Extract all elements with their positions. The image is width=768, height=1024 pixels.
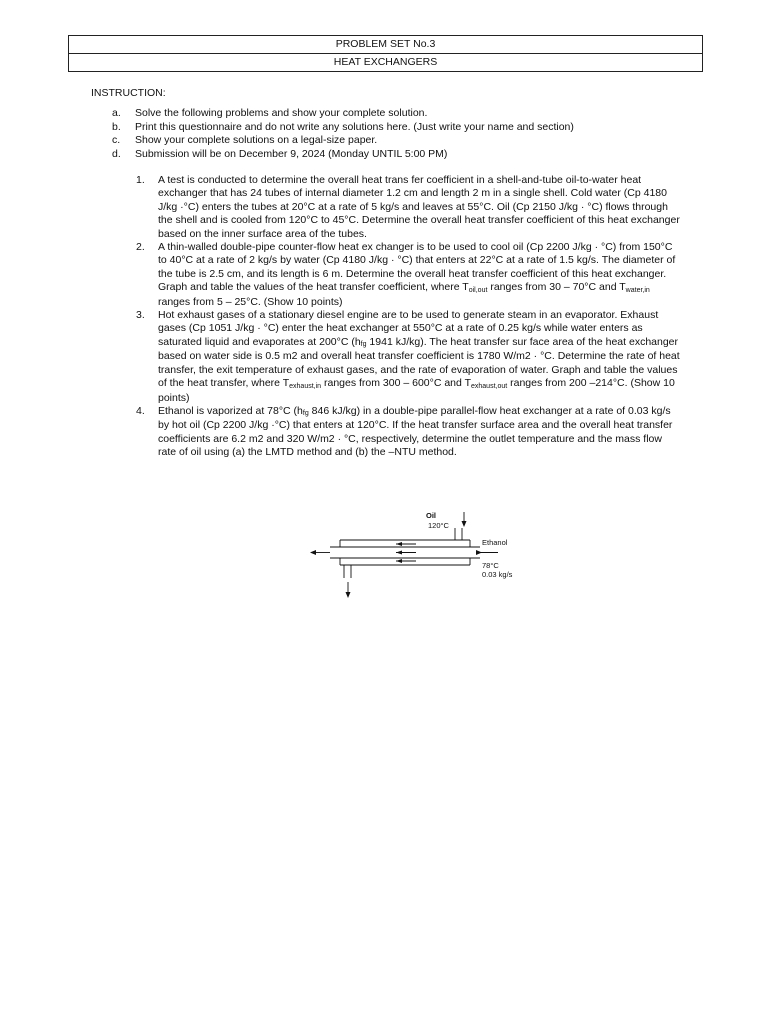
list-item (112, 148, 672, 162)
list-marker: b. (112, 120, 121, 133)
list-marker: d. (112, 147, 121, 160)
problem-2 (136, 241, 681, 309)
oil-label: Oil (426, 511, 437, 520)
page-title: PROBLEM SET No.3 (335, 38, 436, 50)
list-item (112, 121, 672, 135)
problem-number: 1. (136, 174, 145, 186)
instruction-text: Print this questionnaire and do not write any solutions here. (Just write your name and section) (135, 120, 574, 133)
header-box (68, 35, 703, 72)
instruction-text: Solve the following problems and show your complete solution. (135, 107, 428, 119)
problem-3 (136, 309, 681, 405)
problem-number: 4. (136, 404, 145, 417)
problem-1 (136, 174, 681, 241)
oil-temp-label: 120°C (428, 521, 449, 530)
problem-number: 2. (136, 241, 145, 254)
list-marker: c. (112, 134, 121, 146)
list-marker: a. (112, 107, 121, 119)
list-item (112, 134, 672, 148)
ethanol-label: Ethanol (482, 538, 508, 547)
heat-exchanger-diagram (300, 508, 540, 604)
problem-text: Ethanol is vaporized at 78°C ($h_{fg}$ 846 kJ/kg) in a double-pipe parallel-flow heat exchanger at a rate of 0.03 kg/s by hot oil (Cp 2200 J/kg ·°C) that enters at 120°C. If the heat transfer surface area and the overall heat transfer coefficients are 6.2 m2 and 320 W/m2 · °C, respectively, determine the outlet temperature and the mass flow rate of oil using (a) the LMTD method and (b) the –NTU method. (158, 404, 673, 459)
problem-text: A test is conducted to determine the overall heat trans fer coefficient in a shell-and-tube oil-to-water heat exchanger that has 24 tubes of internal diameter 1.2 cm and length 2 m in a single shell. Cold water (Cp 4180 J/kg ·°C) enters the tubes at 20°C at a rate of 5 kg/s and leaves at 55°C. Oil (Cp 2150 J/kg · °C) flows through the shell and is cooled from 120°C to 45°C. Determine the overall heat transfer coefficient of this heat exchanger based on the inner surface area of the tubes. (158, 174, 680, 240)
problem-number: 3. (136, 309, 145, 322)
list-item (112, 107, 672, 121)
ethanol-temp-label: 78°C (482, 561, 499, 570)
problem-4 (136, 405, 681, 460)
ethanol-rate-label: 0.03 kg/s (482, 570, 513, 579)
instruction-list (112, 107, 672, 161)
problem-text: Hot exhaust gases of a stationary diesel engine are to be used to generate steam in an evaporator. Exhaust gases (Cp 1051 J/kg · °C) enter the heat exchanger at 550°C at a rate of 0.25 kg/s while water enters as saturated liquid and evaporates at 200°C ($h_{fg}$ 1941 kJ/kg). The heat transfer sur face area of the heat exchanger based on water side is 0.5 m2 and overall heat transfer coefficient is 1780 W/m2 · °C. Determine the rate of heat transfer, the exit temperature of exhaust gases, and the rate of evaporation of water. Graph and table the values of the heat transfer, where $T_{exhaust,in}$ ranges from 300 – 600°C and $T_{exhaust,out}$ ranges from 200 –214°C. (Show 10 points) (158, 309, 680, 404)
instruction-label: INSTRUCTION: (91, 87, 166, 99)
problem-text: A thin-walled double-pipe counter-flow heat ex changer is to be used to cool oil (Cp 2200 J/kg · °C) from 150°C to 40°C at a rate of 2 kg/s by water (Cp 4180 J/kg · °C) that enters at 22°C at a rate of 1.5 kg/s. The diameter of the tube is 2.5 cm, and its length is 6 m. Determine the overall heat transfer coefficient of this heat exchanger. Graph and table the values of the heat transfer coefficient, where $T_{oil,out}$ ranges from 30 – 70°C and $T_{water,in}$ ranges from 5 – 25°C. (Show 10 points) (158, 241, 676, 308)
instruction-text: Submission will be on December 9, 2024 (Monday UNTIL 5:00 PM) (135, 147, 448, 160)
instruction-text: Show your complete solutions on a legal-size paper. (135, 134, 378, 146)
problem-list (136, 174, 681, 460)
page-subtitle: HEAT EXCHANGERS (69, 53, 702, 71)
